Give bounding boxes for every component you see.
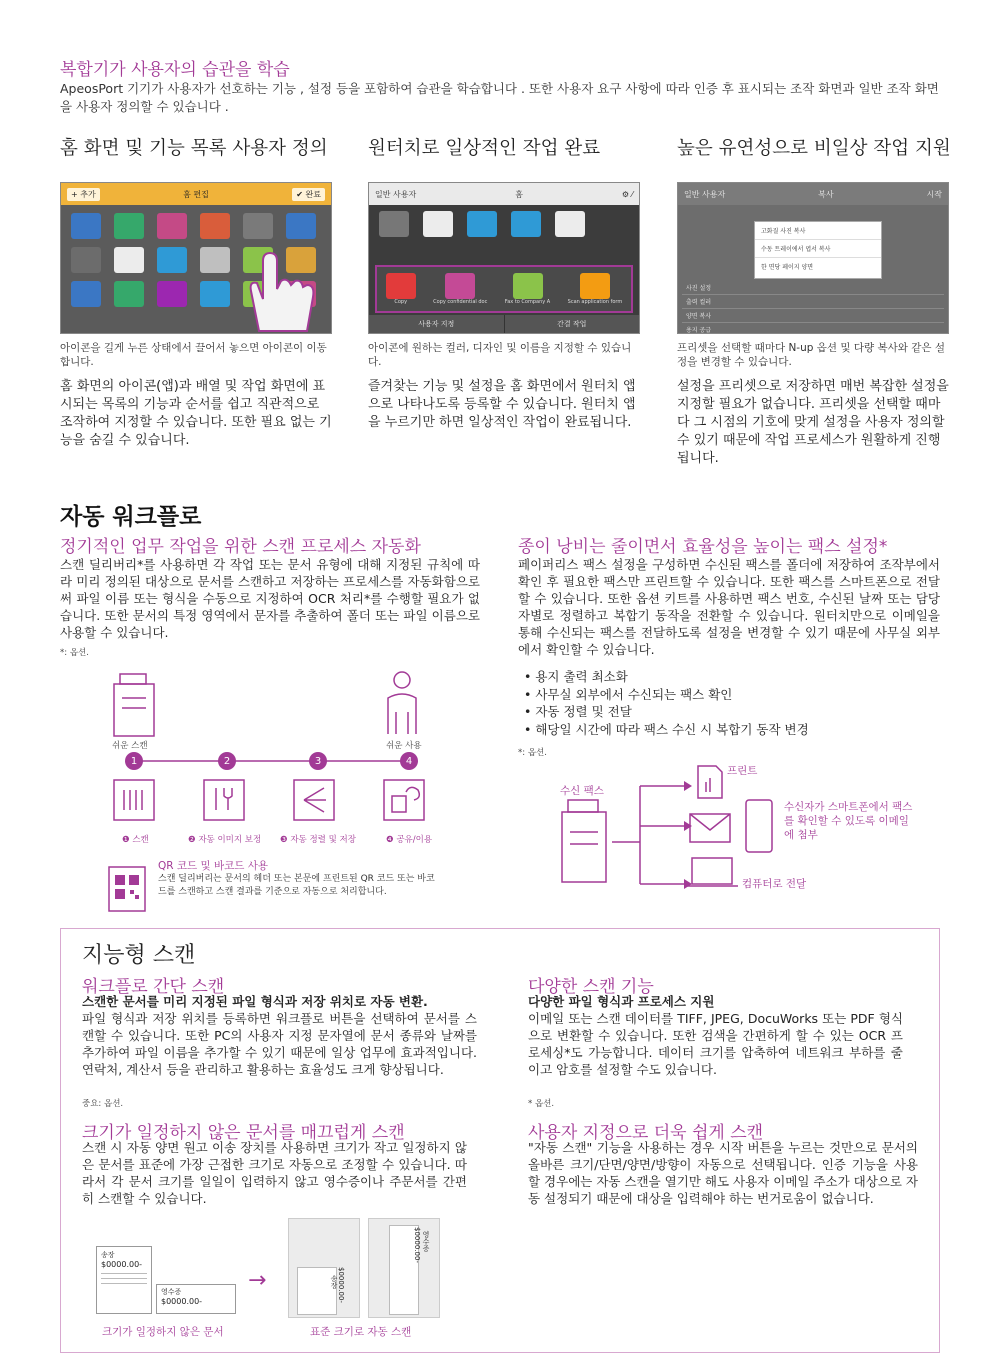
easy-scan-label: 쉬운 스캔: [112, 741, 148, 751]
scanned-standard-page: 송장 $0000.00-: [288, 1218, 360, 1318]
fax-heading: 종이 낭비는 줄이면서 효율성을 높이는 팩스 설정*: [518, 537, 888, 557]
app-tile[interactable]: [200, 281, 230, 307]
step-badge: 2: [218, 752, 236, 770]
user-label: 일반 사용자: [684, 189, 726, 199]
printer-icon: [562, 800, 606, 882]
custom-scan-heading: 사용자 지정으로 더욱 쉽게 스캔: [528, 1123, 764, 1143]
drag-hand-icon: [229, 241, 319, 334]
preset-item[interactable]: 한 면당 페이지 양면: [761, 264, 814, 271]
app-tile[interactable]: [243, 213, 273, 239]
fax-flow-diagram: [560, 762, 790, 892]
simple-job-button[interactable]: 간결 작업: [504, 315, 640, 333]
scanned-standard-page: 영수증 $0000.00-: [368, 1218, 440, 1318]
standard-caption: 표준 크기로 자동 스캔: [310, 1326, 412, 1338]
app-tile[interactable]: [114, 247, 144, 273]
qr-title: QR 코드 및 바코드 사용: [158, 860, 269, 872]
user-label: 일반 사용자: [375, 189, 417, 199]
app-tile[interactable]: [157, 281, 187, 307]
workflow-scan-note: 중요: 옵션.: [82, 1099, 124, 1109]
easy-use-label: 쉬운 사용: [386, 741, 422, 751]
invoice-doc: 송장 $0000.00-: [96, 1246, 152, 1314]
mail-label: 수신자가 스마트폰에서 팩스를 확인할 수 있도록 이메일에 첨부: [784, 801, 913, 841]
app-tile[interactable]: [157, 247, 187, 273]
list-item: • 해당일 시간에 따라 팩스 수신 시 복합기 동작 변경: [524, 721, 809, 739]
fax-body: 페이퍼리스 팩스 설정을 구성하면 수신된 팩스를 폴더에 저장하여 조작부에서 확인 후 필요한 팩스만 프린트할 수 있습니다. 또한 팩스를 스마트폰으로 전달할 수 있습니다. 또한 옵션 키트를 사용하면 팩스 번호, 수신된 날짜 또는 담당자별로 정렬하고 복합기 동작을 전환할 수 있습니다. 원터치만으로 이메일을 통해 수신되는 팩스를 전달하도록 설정을 변경할 수 있기 때문에 사무실 외부에서 확인할 수 있습니다.: [518, 557, 940, 657]
irregular-caption: 크기가 일정하지 않은 문서: [102, 1326, 224, 1338]
arrow-right-icon: →: [248, 1268, 267, 1293]
step-label: ❹ 공유/이용: [386, 835, 433, 845]
column-heading-onetouch: 원터치로 일상적인 작업 완료: [368, 138, 601, 159]
scan-automation-body: 스캔 딜리버리*를 사용하면 각 작업 또는 문서 유형에 대해 지정된 규칙에 따라 미리 정의된 대상으로 문서를 스캔하고 저장하는 프로세스를 자동화함으로써 파일 이름 또는 형식을 수동으로 지정하여 OCR 처리*를 수행할 필요가 없습니다. 또한 문서의 특정 영역에서 문자를 추출하여 폴더 또는 파일 이름으로 사용할 수 있습니다.: [60, 557, 480, 640]
setting-row[interactable]: 사진 설정: [682, 281, 944, 295]
home-edit-screenshot: [60, 182, 332, 334]
onetouch-app-row: [375, 265, 633, 313]
app-tile[interactable]: [200, 213, 230, 239]
done-button[interactable]: ✔ 완료: [292, 188, 325, 201]
various-scan-note: * 옵션.: [528, 1099, 555, 1109]
step-badge: 4: [400, 752, 418, 770]
app-tile[interactable]: [71, 213, 101, 239]
various-scan-body: 이메일 또는 스캔 데이터를 TIFF, JPEG, DocuWorks 또는 PDF 형식으로 변환할 수 있습니다. 또한 검색을 간편하게 할 수 있는 OCR 프로세싱*도 가능합니다. 데이터 크기를 압축하여 네트워크 부하를 줄이고 암호를 설정할 수도 있습니다.: [528, 1011, 903, 1077]
custom-scan-body: "자동 스캔" 기능을 사용하는 경우 시작 버튼을 누르는 것만으로 문서의 올바른 크기/단면/양면/방향이 자동으로 선택됩니다. 인증 기능을 사용할 경우에는 자동 스캔을 열기만 해도 사용자 이메일 주소가 대상으로 자동 설정되기 때문에 대상을 입력해야 하는 번거로움이 없습니다.: [528, 1140, 918, 1206]
app-tile[interactable]: [200, 247, 230, 273]
laptop-icon: [686, 858, 738, 886]
app-tile[interactable]: [286, 213, 316, 239]
add-button[interactable]: + 추가: [67, 188, 100, 201]
section-title-learning: 복합기가 사용자의 습관을 학습: [60, 60, 290, 80]
step-label: ❷ 자동 이미지 보정: [188, 835, 262, 845]
list-item: • 자동 정렬 및 전달: [524, 703, 809, 721]
document-icon: [698, 766, 722, 798]
step-1-icon: [114, 780, 154, 820]
step-badge: 3: [309, 752, 327, 770]
list-item: • 용지 출력 최소화: [524, 668, 809, 686]
workflow-scan-lead: 스캔한 문서를 미리 지정된 파일 형식과 저장 위치로 자동 변환.: [82, 994, 428, 1009]
scan-automation-note: *: 옵션.: [60, 648, 89, 658]
receipt-doc: 영수증 $0000.00-: [156, 1284, 236, 1314]
smartphone-icon: [746, 800, 772, 852]
step-4-icon: [384, 780, 424, 820]
app-tile[interactable]: [157, 213, 187, 239]
step-badge: 1: [125, 752, 143, 770]
step-3-icon: [294, 780, 334, 820]
description-home: 홈 화면의 아이콘(앱)과 배열 및 작업 화면에 표시되는 목록의 기능과 순서를 쉽고 직관적으로 조작하여 지정할 수 있습니다. 또한 필요 없는 기능을 숨길 수 있습니다.: [60, 379, 332, 448]
qr-code-icon: [108, 866, 148, 912]
copy-preset-screenshot: [677, 182, 949, 334]
onetouch-app[interactable]: Fax to Company A: [505, 273, 550, 305]
qr-text: 스캔 딜리버리는 문서의 헤더 또는 본문에 프린트된 QR 코드 또는 바코드를 스캔하고 스캔 결과를 기준으로 자동으로 처리합니다.: [158, 874, 435, 897]
preset-item[interactable]: 수동 트레이에서 엽서 복사: [755, 240, 881, 258]
workflow-scan-heading: 워크플로 간단 스캔: [82, 977, 225, 997]
various-scan-lead: 다양한 파일 형식과 프로세스 지원: [528, 994, 715, 1009]
setting-row[interactable]: 출력 컬러: [682, 295, 944, 309]
app-tile[interactable]: [71, 247, 101, 273]
intro-paragraph: ApeosPort 기기가 사용자가 선호하는 기능 , 설정 등을 포함하여 습관을 학습합니다 . 또한 사용자 요구 사항에 따라 인증 후 표시되는 조작 화면과 일반 조작 화면을 사용자 정의할 수 있습니다 .: [60, 81, 939, 114]
setting-row[interactable]: 양면 복사: [682, 309, 944, 323]
preset-menu: [754, 221, 882, 279]
column-heading-flexible: 높은 유연성으로 비일상 작업 지원: [677, 138, 951, 159]
caption-flexible: 프리셋을 선택할 때마다 N-up 옵션 및 다량 복사와 같은 설정을 변경할 수 있습니다.: [677, 342, 946, 368]
description-flexible: 설정을 프리셋으로 저장하면 매번 복잡한 설정을 지정할 필요가 없습니다. 프리셋을 선택할 때마다 그 시점의 기호에 맞게 설정을 사용자 정의할 수 있기 때문에 작업 프로세스가 원활하게 진행됩니다.: [677, 379, 949, 466]
step-2-icon: [204, 780, 244, 820]
mail-icon: [690, 814, 730, 842]
fax-note: *: 옵션.: [518, 748, 547, 758]
screen-title: 복사: [818, 189, 834, 199]
pc-label: 컴퓨터로 전달: [742, 878, 807, 890]
app-tile[interactable]: [71, 281, 101, 307]
section-title-smart-scan: 지능형 스캔: [82, 943, 196, 968]
print-label: 프린트: [727, 765, 758, 777]
onetouch-screenshot: [368, 182, 640, 334]
incoming-fax-label: 수신 팩스: [560, 785, 604, 797]
customize-button[interactable]: 사용자 지정: [369, 315, 504, 333]
scan-automation-heading: 정기적인 업무 작업을 위한 스캔 프로세스 자동화: [60, 537, 421, 557]
description-onetouch: 즐겨찾는 기능 및 설정을 홈 화면에서 원터치 앱으로 나타나도록 등록할 수 있습니다. 원터치 앱을 누르기만 하면 일상적인 작업이 완료됩니다.: [368, 379, 636, 430]
onetouch-app[interactable]: Copy: [386, 273, 416, 305]
section-title-auto-workflow: 자동 워크플로: [60, 504, 202, 530]
settings-icon[interactable]: ⚙ ⁄: [621, 189, 633, 199]
screen-title: 홈 편집: [183, 189, 209, 199]
step-label: ❶ 스캔: [122, 835, 149, 845]
step-label: ❸ 자동 정렬 및 저장: [280, 835, 356, 845]
person-icon: [388, 672, 416, 734]
column-heading-home: 홈 화면 및 기능 목록 사용자 정의: [60, 138, 328, 159]
app-tile[interactable]: [114, 213, 144, 239]
preset-item[interactable]: 고화질 사진 복사: [755, 222, 881, 240]
app-tile[interactable]: [114, 281, 144, 307]
onetouch-app[interactable]: Copy confidential doc: [433, 273, 487, 305]
onetouch-app[interactable]: Scan application form: [568, 273, 623, 305]
setting-row[interactable]: 용지 공급: [686, 327, 712, 334]
irregular-scan-body: 스캔 시 자동 양면 원고 이송 장치를 사용하면 크기가 작고 일정하지 않은 문서를 표준에 가장 근접한 크기로 자동으로 조정할 수 있습니다. 따라서 각 문서 크기를 일일이 입력하지 않고 영수증이나 주문서를 간편히 스캔할 수 있습니다.: [82, 1140, 467, 1206]
printer-icon: [114, 674, 154, 736]
various-scan-heading: 다양한 스캔 기능: [528, 977, 654, 997]
caption-home: 아이콘을 길게 누른 상태에서 끌어서 놓으면 아이콘이 이동합니다.: [60, 342, 327, 368]
caption-onetouch: 아이콘에 원하는 컬러, 디자인 및 이름을 지정할 수 있습니다.: [368, 342, 632, 368]
workflow-scan-body: 파일 형식과 저장 위치를 등록하면 워크플로 버튼을 선택하여 문서를 스캔할 수 있습니다. 또한 PC의 사용자 지정 문자열에 문서 종류와 날짜를 추가하여 파일 이름을 추가할 수 있기 때문에 일상 업무에 효과적입니다. 연락처, 계산서 등을 관리하고 활용하는 효율성도 크게 향상됩니다.: [82, 1011, 477, 1077]
list-item: • 사무실 외부에서 수신되는 팩스 확인: [524, 686, 809, 704]
irregular-scan-heading: 크기가 일정하지 않은 문서를 매끄럽게 스캔: [82, 1123, 405, 1143]
start-button[interactable]: 시작: [926, 189, 942, 199]
fax-bullet-list: [524, 668, 809, 738]
screen-title: 홈: [515, 189, 523, 199]
